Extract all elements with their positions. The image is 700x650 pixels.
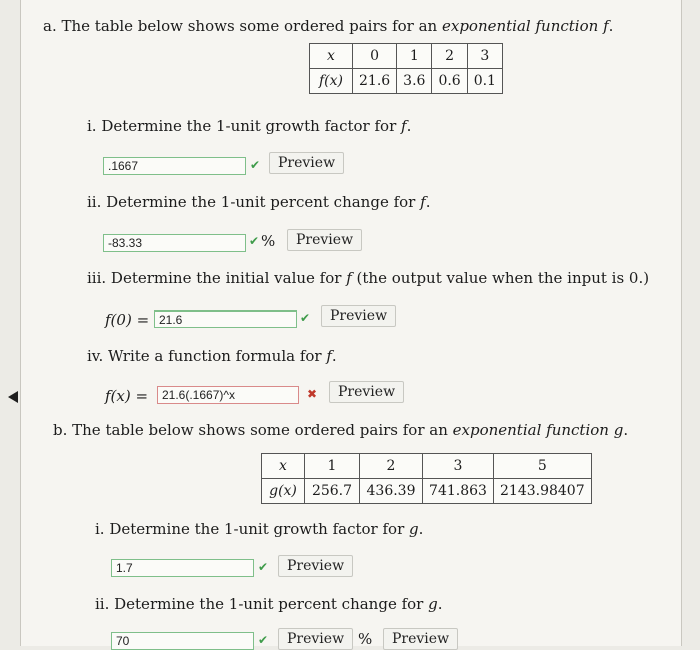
question-a-ii: ii. Determine the 1-unit percent change for f. [87,193,431,211]
table-cell: 2 [432,44,467,69]
table-g [261,453,592,504]
question-page [20,0,682,646]
answer-input-a-i[interactable]: .1667 [103,157,246,175]
table-cell: 0 [353,44,397,69]
preview-button[interactable]: Preview [321,305,396,327]
table-f [309,43,503,94]
check-icon: ✔ [258,560,269,574]
cross-icon: ✖ [307,387,318,401]
preview-button[interactable]: Preview [383,628,458,650]
answer-input-b-ii[interactable]: 70 [111,632,254,650]
table-cell: 436.39 [360,479,423,504]
percent-sign: % [261,232,276,250]
question-a-iii: iii. Determine the initial value for f (the output value when the input is 0.) [87,269,650,287]
answer-input-a-ii[interactable]: -83.33 [103,234,246,252]
table-row [262,479,592,504]
table-header-gx: g(x) [262,479,305,504]
preview-button[interactable]: Preview [287,229,362,251]
preview-button[interactable]: Preview [278,628,353,650]
table-cell: 1 [397,44,432,69]
check-icon: ✔ [300,311,311,325]
table-cell: 741.863 [423,479,494,504]
question-b-ii: ii. Determine the 1-unit percent change for g. [95,595,443,613]
table-cell: 5 [494,454,592,479]
check-icon: ✔ [250,158,261,172]
cursor-icon [8,391,18,403]
table-cell: 3 [423,454,494,479]
part-b-intro: b. The table below shows some ordered pairs for an exponential function g. [53,421,629,439]
question-b-i: i. Determine the 1-unit growth factor for g. [95,520,424,538]
preview-button[interactable]: Preview [269,152,344,174]
question-a-i: i. Determine the 1-unit growth factor for f. [87,117,412,135]
check-icon: ✔ [249,234,260,248]
table-row [310,69,503,94]
table-cell: 2143.98407 [494,479,592,504]
table-cell: 256.7 [305,479,360,504]
table-cell: 0.6 [432,69,467,94]
table-header-x: x [310,44,353,69]
table-cell: 3 [467,44,502,69]
check-icon: ✔ [258,633,269,647]
table-cell: 0.1 [467,69,502,94]
table-header-x: x [262,454,305,479]
part-a-intro: a. The table below shows some ordered pairs for an exponential function f. [43,17,614,35]
table-header-fx: f(x) [310,69,353,94]
answer-input-a-iii[interactable]: 21.6 [154,310,297,328]
f0-label: f(0) = [105,311,150,329]
table-cell: 3.6 [397,69,432,94]
preview-button[interactable]: Preview [278,555,353,577]
percent-sign: % [358,630,373,648]
fx-label: f(x) = [105,387,149,405]
table-cell: 1 [305,454,360,479]
table-row [310,44,503,69]
answer-input-a-iv[interactable]: 21.6(.1667)^x [157,386,299,404]
table-cell: 2 [360,454,423,479]
answer-input-b-i[interactable]: 1.7 [111,559,254,577]
preview-button[interactable]: Preview [329,381,404,403]
question-a-iv: iv. Write a function formula for f. [87,347,337,365]
table-cell: 21.6 [353,69,397,94]
table-row [262,454,592,479]
